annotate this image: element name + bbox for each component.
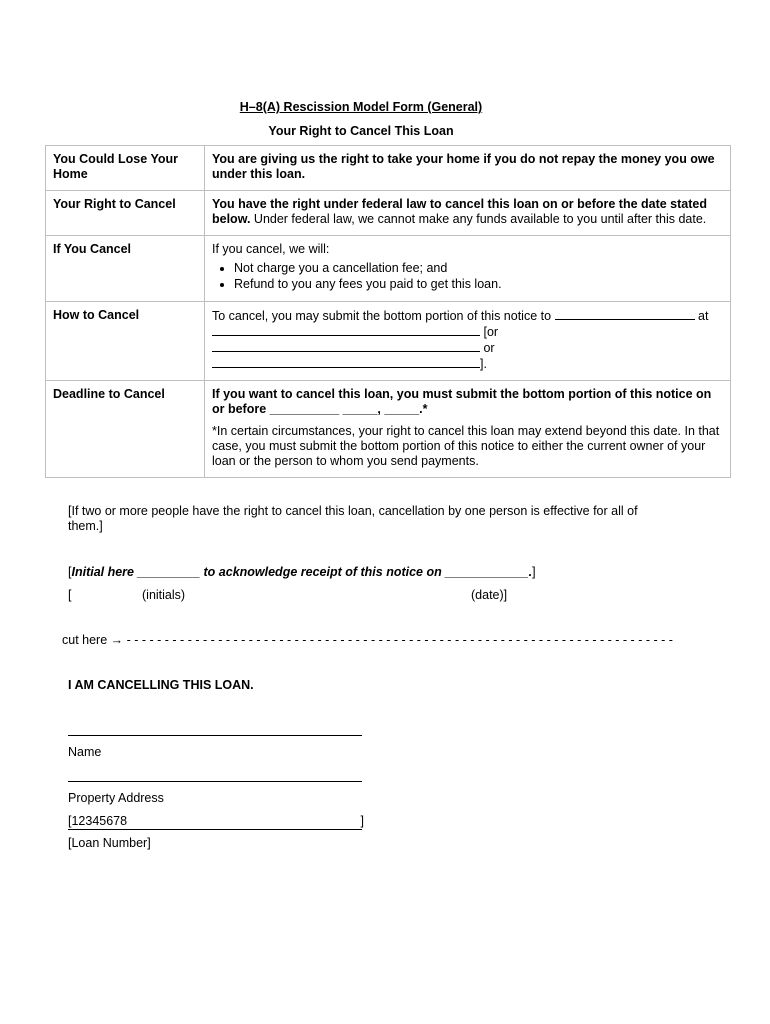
cell-right-to-cancel bbox=[205, 191, 731, 236]
if-cancel-list bbox=[212, 261, 723, 292]
bracket-open: [ bbox=[68, 588, 72, 602]
row-how-to-cancel bbox=[46, 302, 731, 381]
label-how-to-cancel: How to Cancel bbox=[46, 302, 205, 381]
cell-how-to-cancel bbox=[205, 302, 731, 381]
text-how-to-cancel: To cancel, you may submit the bottom portion of this notice to bbox=[212, 309, 552, 323]
list-item: • Not charge you a cancellation fee; and bbox=[234, 261, 723, 276]
property-address-label: Property Address bbox=[68, 791, 164, 805]
text-right-to-cancel-bold: You have the right under federal law to cancel this loan on or before the date stated below. bbox=[212, 197, 707, 226]
text-or-1: [or bbox=[483, 325, 499, 339]
text-if-cancel-intro: If you cancel, we will: bbox=[212, 242, 330, 256]
text-at: at bbox=[698, 309, 709, 323]
row-if-cancel bbox=[46, 236, 731, 302]
loan-number-field[interactable] bbox=[68, 814, 362, 833]
multiple-people-note: [If two or more people have the right to cancel this loan, cancellation by one person is effective for all of them.] bbox=[68, 504, 638, 533]
text-lose-home: You are giving us the right to take your home if you do not repay the money you owe under this loan. bbox=[205, 146, 731, 191]
row-deadline bbox=[46, 381, 731, 478]
bracket-open: [ bbox=[68, 565, 72, 579]
label-right-to-cancel: Your Right to Cancel bbox=[46, 191, 205, 236]
rescission-table bbox=[45, 145, 731, 478]
row-right-to-cancel bbox=[46, 191, 731, 236]
form-subtitle: Your Right to Cancel This Loan bbox=[268, 124, 454, 138]
name-label: Name bbox=[68, 745, 102, 759]
acknowledge-line bbox=[68, 565, 536, 579]
name-signature-line[interactable] bbox=[68, 735, 362, 736]
date-label: (date)] bbox=[471, 588, 508, 602]
blank-line bbox=[212, 356, 480, 368]
loan-number-close: ] bbox=[360, 814, 364, 828]
loan-number-label: [Loan Number] bbox=[68, 836, 151, 850]
blank-line bbox=[212, 340, 480, 352]
label-if-cancel: If You Cancel bbox=[46, 236, 205, 302]
cell-if-cancel bbox=[205, 236, 731, 302]
blank-line bbox=[555, 308, 695, 320]
cancel-heading: I AM CANCELLING THIS LOAN. bbox=[68, 678, 254, 692]
loan-number-box bbox=[68, 814, 362, 830]
label-lose-home: You Could Lose Your Home bbox=[46, 146, 205, 191]
loan-number-value: [12345678 bbox=[68, 814, 128, 828]
label-deadline: Deadline to Cancel bbox=[46, 381, 205, 478]
text-deadline-note: *In certain circumstances, your right to cancel this loan may extend beyond this date. In that case, you must submit the bottom portion of this notice to either the current owner of your loan or the person to whom you send payments. bbox=[212, 424, 720, 468]
cell-deadline bbox=[205, 381, 731, 478]
address-signature-line[interactable] bbox=[68, 781, 362, 782]
row-lose-home bbox=[46, 146, 731, 191]
initials-label: (initials) bbox=[142, 588, 186, 602]
text-close: ]. bbox=[480, 357, 487, 371]
text-or-2: or bbox=[483, 341, 495, 355]
form-title: H–8(A) Rescission Model Form (General) bbox=[239, 100, 483, 114]
cut-here-line: cut here → - - - - - - - - - - - - - - - - - - - - - - - - - - - - - - - - - - - - - - - - - - - - - - - - - - - - - - - - - - - - - - - - - - - - - - - - bbox=[62, 633, 673, 647]
text-deadline-bold: If you want to cancel this loan, you must submit the bottom portion of this notice on or before __________ _____, _____.* bbox=[212, 387, 712, 416]
text-right-to-cancel: Under federal law, we cannot make any funds available to you until after this date. bbox=[250, 212, 707, 226]
acknowledge-text: Initial here _________ to acknowledge receipt of this notice on ____________. bbox=[71, 565, 533, 579]
list-item: • Refund to you any fees you paid to get this loan. bbox=[234, 277, 723, 292]
bracket-close: ] bbox=[532, 565, 536, 579]
blank-line bbox=[212, 324, 480, 336]
